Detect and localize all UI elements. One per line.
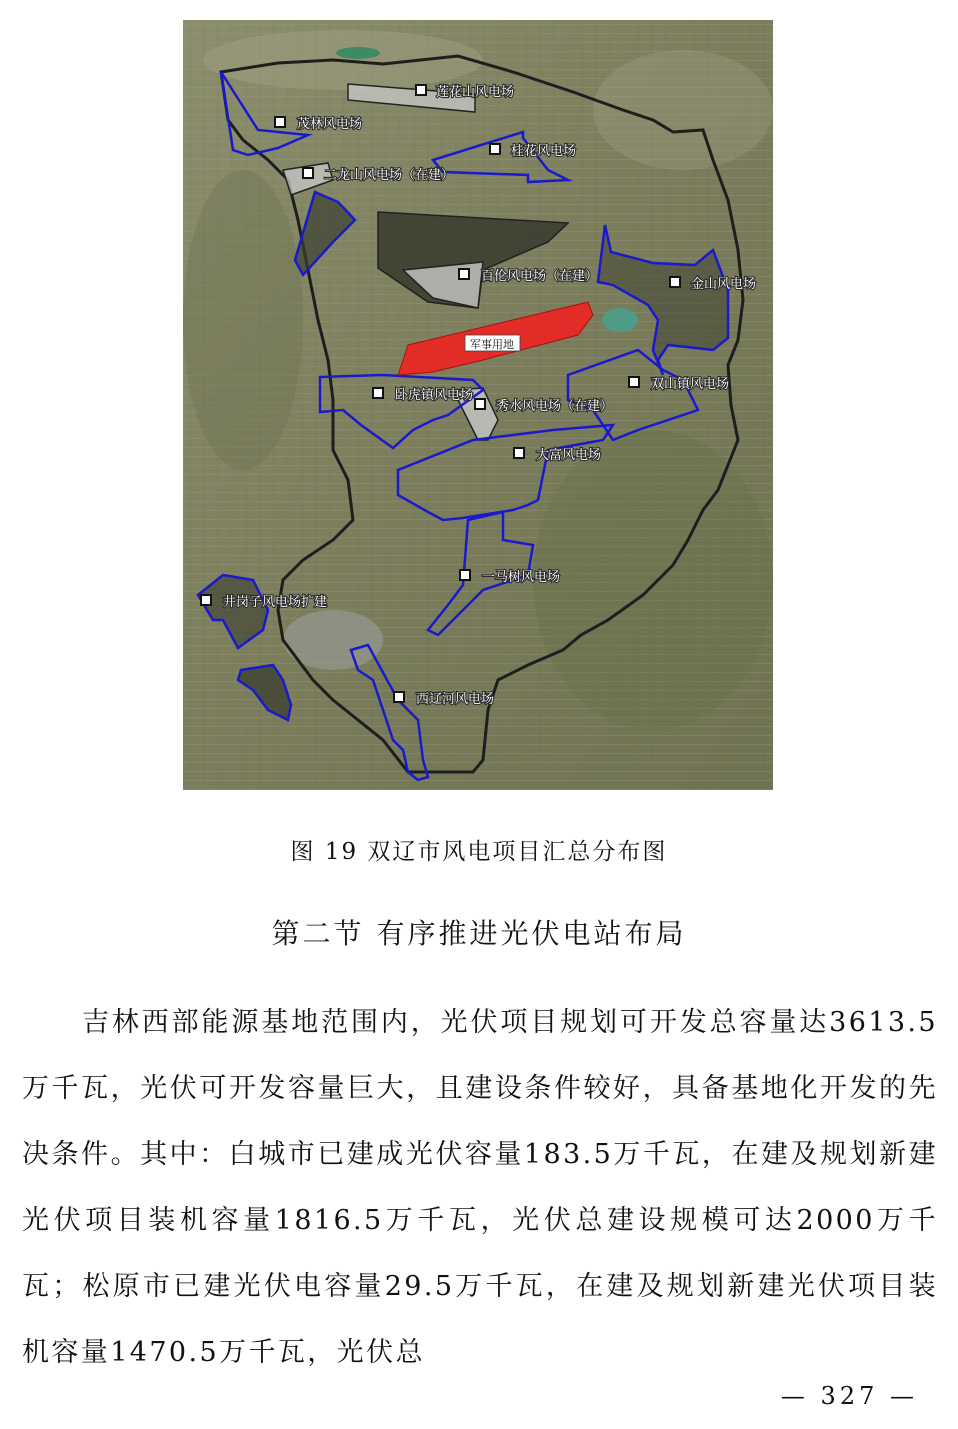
label-dafu: 大富风电场	[536, 448, 602, 463]
marker-xiushui	[475, 398, 613, 414]
lake	[336, 47, 380, 59]
label-shuangshanzhen: 双山镇风电场	[651, 377, 730, 392]
paragraph: 吉林西部能源基地范围内，光伏项目规划可开发总容量达3613.5万千瓦，光伏可开发容量巨大，且建设条件较好，具备基地化开发的先决条件。其中：白城市已建成光伏容量183.5万千瓦，在建及规划新建光伏项目装机容量1816.5万千瓦，光伏总建设规模可达2000万千瓦；松原市已建光伏电容量29.5万千瓦，在建及规划新建光伏项目装机容量1470.5万千瓦，光伏总	[22, 1007, 938, 1368]
label-bailun: 百伦风电场（在建）	[481, 269, 599, 284]
label-guihua: 桂花风电场	[511, 144, 577, 159]
label-erlongshan: 二龙山风电场（在建）	[324, 168, 455, 183]
label-xiliaohe: 西辽河风电场	[416, 692, 495, 707]
wind-farm-map	[183, 20, 773, 790]
military-label: 军事用地	[470, 338, 514, 351]
label-jinggangzi: 井岗子风电场扩建	[223, 595, 328, 610]
label-xiushui: 秀水风电场（在建）	[496, 399, 614, 414]
figure-caption: 图 19 双辽市风电项目汇总分布图	[290, 839, 668, 865]
label-lianhuashan: 莲花山风电场	[436, 85, 515, 100]
page-number: — 327 —	[780, 1382, 918, 1410]
section-title: 第二节 有序推进光伏电站布局	[271, 917, 687, 950]
marker-erlongshan	[303, 167, 454, 183]
body-text	[22, 990, 938, 1386]
map-svg	[183, 20, 773, 790]
label-maolin: 茂林风电场	[297, 117, 363, 132]
reservoir	[602, 308, 638, 332]
label-yimashu: 一马树风电场	[482, 570, 561, 585]
label-wohuzhen: 卧虎镇风电场	[395, 388, 474, 403]
label-jinshan: 金山风电场	[691, 277, 757, 292]
